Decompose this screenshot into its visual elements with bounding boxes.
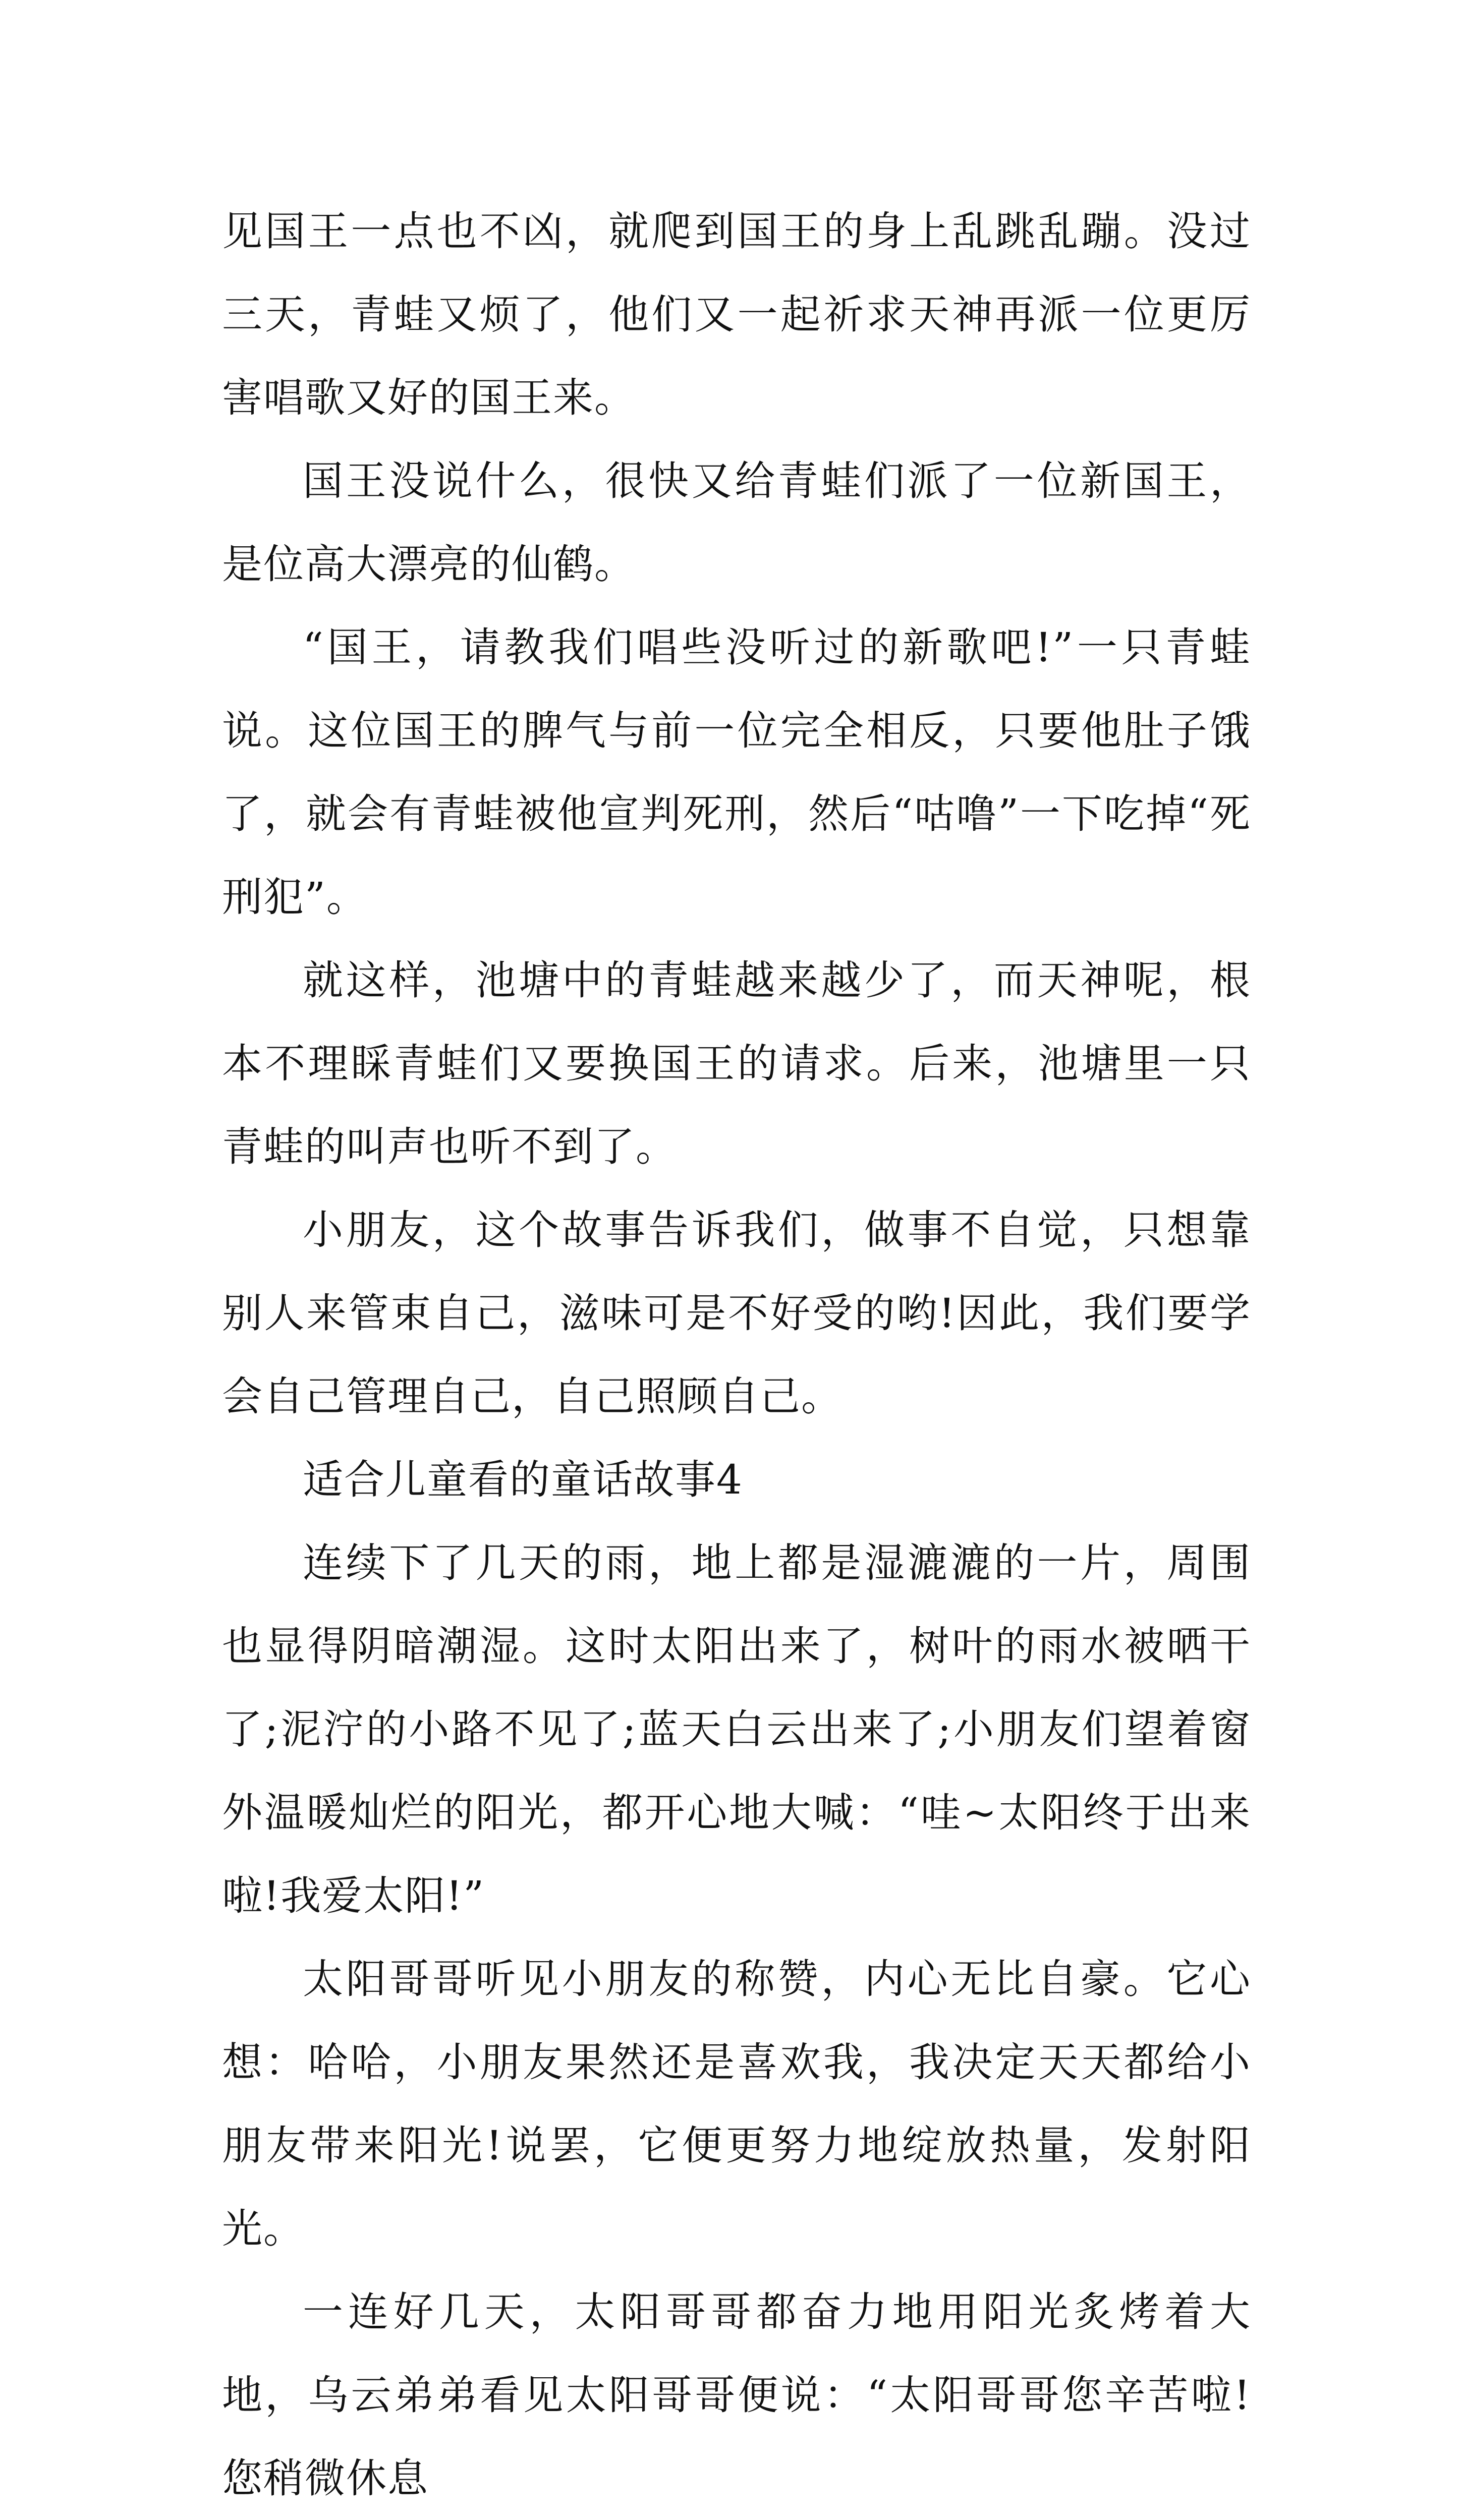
paragraph: 国王没说什么，很快又给青蛙们派了一位新国王，是位高大漂亮的仙鹤。: [222, 457, 1251, 588]
section-heading: 适合儿童看的童话故事4: [303, 1456, 743, 1503]
paragraph: “国王，请教我们唱些没听过的新歌吧!”一只青蛙说。这位国王的脾气与前一位完全相反，只要他肚子饿了，就会有青蛙被他宣判死刑，然后“咕噜”一下吃掉“死刑犯”。: [222, 624, 1251, 921]
paragraph: 就这样，池塘中的青蛙越来越少了，而天神呢，根本不理睬青蛙们又要换国王的请求。后来，池塘里一只青蛙的叫声也听不到了。: [222, 957, 1251, 1170]
paragraph: 小朋友，这个故事告诉我们，做事不自觉，只想靠别人来管束自己，滋味可是不好受的哟!因此，我们要学会自己管理自己，自己照顾自己。: [222, 1207, 1251, 1420]
paragraph: 一连好几天，太阳哥哥都奋力地用阳光炙烤着大地，乌云弟弟看见太阳哥哥便说：“太阳哥哥您辛苦啦!您稍微休息: [222, 2288, 1251, 2502]
paragraph: 连续下了几天的雨，地上都是湿漉漉的一片，周围也显得阴暗潮湿。这时太阳出来了，树叶的雨水被晒干了;泥泞的小路不见了;蓝天白云出来了;小朋友们望着窗外温暖灿烂的阳光，都开心地大喊：“哇~太阳终于出来啦!我爱太阳!”: [222, 1539, 1251, 1919]
paragraph-continuation: 见国王一点也不凶，就爬到国王的身上乱跳乱蹦。没过三天，青蛙又烦了，他们又一起祈求天神再派一位更厉害唱歌又好的国王来。: [222, 208, 1251, 421]
body-text: [222, 190, 1251, 2520]
paragraph: 太阳哥哥听见小朋友的称赞，内心无比自豪。它心想：哈哈，小朋友果然还是喜欢我，我决定天天都给小朋友带来阳光!说罢，它便更努力地绽放热量，发射阳光。: [222, 1956, 1251, 2252]
